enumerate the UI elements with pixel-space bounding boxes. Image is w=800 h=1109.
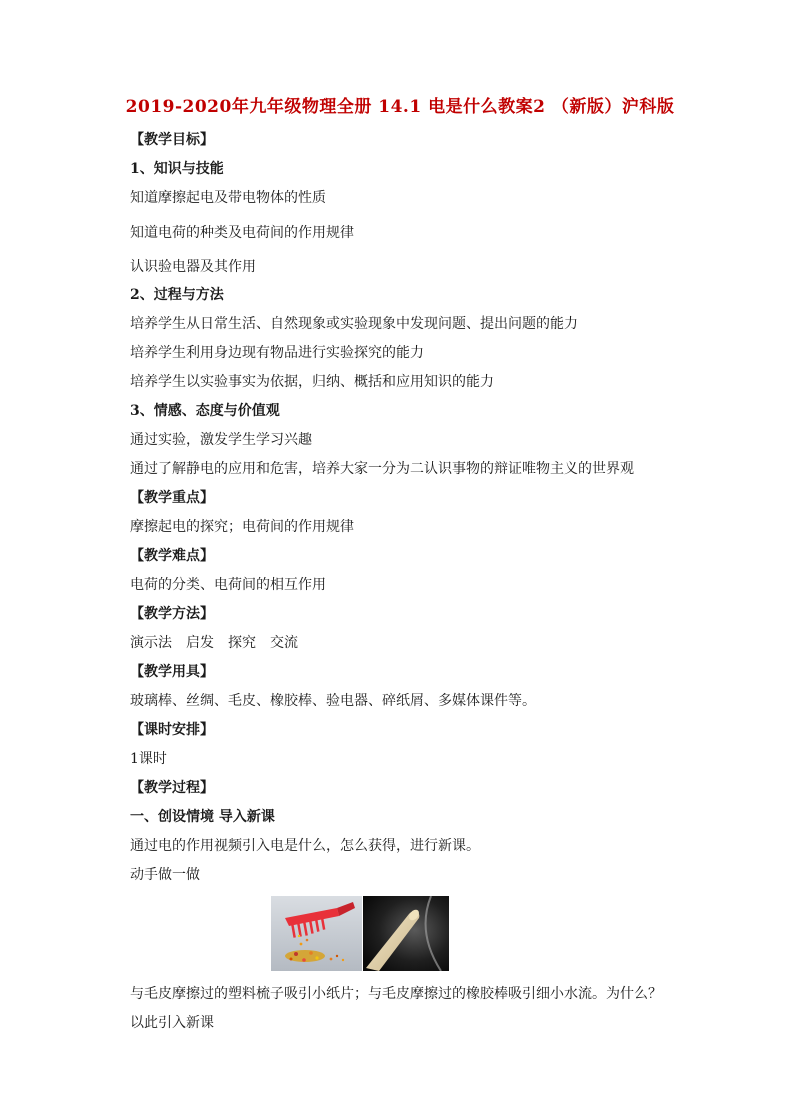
experiment-photo [271, 896, 449, 971]
body-line: 1课时 [130, 751, 167, 767]
heading-teaching-difficulty: 【教学难点】 [130, 548, 214, 564]
body-line: 以此引入新课 [130, 1015, 214, 1031]
subheading-emotion-values: 3、情感、态度与价值观 [130, 403, 280, 419]
subheading-create-situation: 一、创设情境 导入新课 [130, 809, 275, 825]
body-line: 知道电荷的种类及电荷间的作用规律 [130, 225, 354, 241]
body-line: 摩擦起电的探究；电荷间的作用规律 [130, 519, 354, 535]
body-line: 培养学生以实验事实为依据，归纳、概括和应用知识的能力 [130, 374, 494, 390]
body-line: 培养学生从日常生活、自然现象或实验现象中发现问题、提出问题的能力 [130, 316, 578, 332]
body-line: 动手做一做 [130, 867, 200, 883]
body-line: 演示法 启发 探究 交流 [130, 635, 298, 651]
body-line: 与毛皮摩擦过的塑料梳子吸引小纸片；与毛皮摩擦过的橡胶棒吸引细小水流。为什么？ [130, 986, 662, 1002]
heading-teaching-objectives: 【教学目标】 [130, 132, 214, 148]
heading-teaching-method: 【教学方法】 [130, 606, 214, 622]
body-line: 电荷的分类、电荷间的相互作用 [130, 577, 326, 593]
subheading-knowledge-skills: 1、知识与技能 [130, 161, 224, 177]
document-title: 2019-2020年九年级物理全册 14.1 电是什么教案2 （新版）沪科版 [125, 97, 675, 117]
heading-teaching-tools: 【教学用具】 [130, 664, 214, 680]
body-line: 知道摩擦起电及带电物体的性质 [130, 190, 326, 206]
heading-teaching-process: 【教学过程】 [130, 780, 214, 796]
body-line: 认识验电器及其作用 [130, 259, 256, 275]
body-line: 通过实验，激发学生学习兴趣 [130, 432, 312, 448]
heading-teaching-focus: 【教学重点】 [130, 490, 214, 506]
body-line: 通过了解静电的应用和危害，培养大家一分为二认识事物的辩证唯物主义的世界观 [130, 461, 634, 477]
heading-class-schedule: 【课时安排】 [130, 722, 214, 738]
body-line: 玻璃棒、丝绸、毛皮、橡胶棒、验电器、碎纸屑、多媒体课件等。 [130, 693, 536, 709]
body-line: 通过电的作用视频引入电是什么，怎么获得，进行新课。 [130, 838, 480, 854]
body-line: 培养学生利用身边现有物品进行实验探究的能力 [130, 345, 424, 361]
subheading-process-method: 2、过程与方法 [130, 287, 224, 303]
